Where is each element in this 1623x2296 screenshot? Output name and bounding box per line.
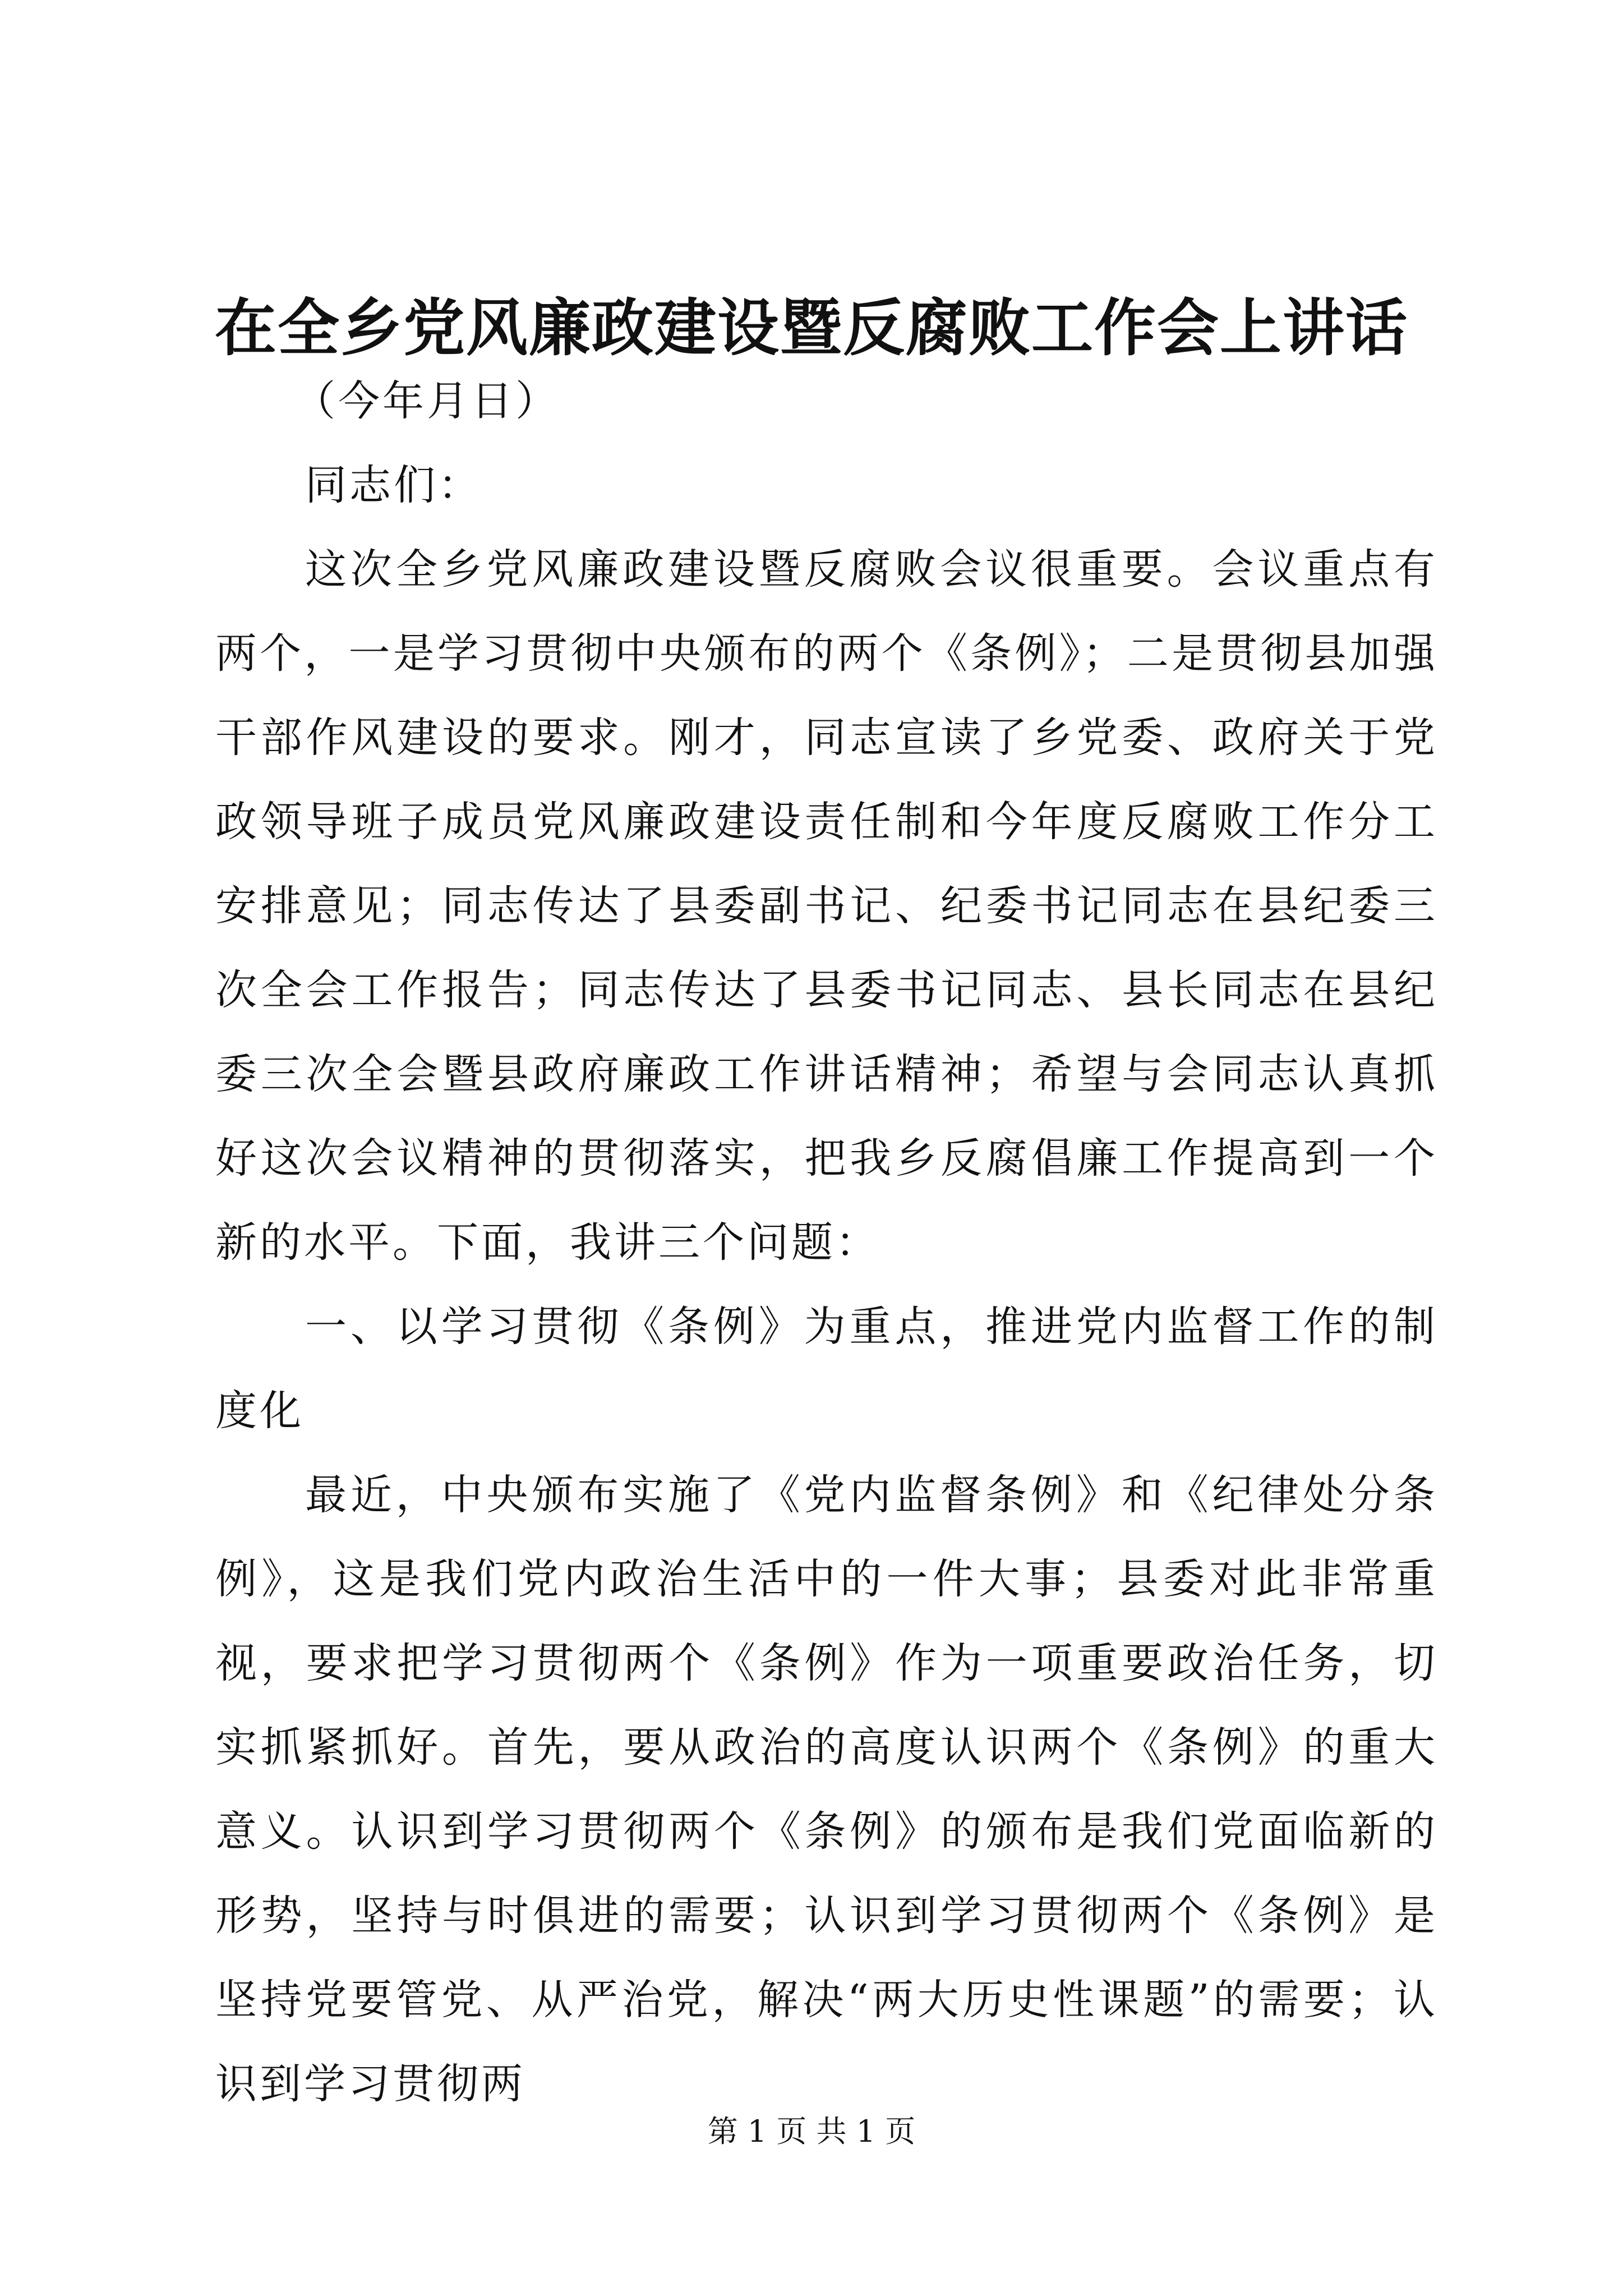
section-heading-1: 一、以学习贯彻《条例》为重点，推进党内监督工作的制度化	[215, 1303, 1438, 1435]
date-line: （今年月日）	[294, 377, 560, 425]
document-body	[215, 359, 1438, 2126]
paragraph-section-1: 最近，中央颁布实施了《党内监督条例》和《纪律处分条例》，这是我们党内政治生活中的一件大事；县委对此非常重视，要求把学习贯彻两个《条例》作为一项重要政治任务，切实抓紧抓好。首先，要从政治的高度认识两个《条例》的重大意义。认识到学习贯彻两个《条例》的颁布是我们党面临新的形势，坚持与时俱进的需要；认识到学习贯彻两个《条例》是坚持党要管党、从严治党，解决“两大历史性课题”的需要；认识到学习贯彻两	[215, 1471, 1438, 2108]
salutation: 同志们：	[305, 461, 482, 509]
page-footer: 第 1 页 共 1 页	[707, 2114, 916, 2149]
paragraph-intro: 这次全乡党风廉政建设暨反腐败会议很重要。会议重点有两个，一是学习贯彻中央颁布的两个《条例》；二是贯彻县加强干部作风建设的要求。刚才，同志宣读了乡党委、政府关于党政领导班子成员党风廉政建设责任制和今年度反腐败工作分工安排意见；同志传达了县委副书记、纪委书记同志在县纪委三次全会工作报告；同志传达了县委书记同志、县长同志在县纪委三次全会暨县政府廉政工作讲话精神；希望与会同志认真抓好这次会议精神的贯彻落实，把我乡反腐倡廉工作提高到一个新的水平。下面，我讲三个问题：	[215, 545, 1438, 1267]
document-title: 在全乡党风廉政建设暨反腐败工作会上讲话	[215, 292, 1408, 364]
